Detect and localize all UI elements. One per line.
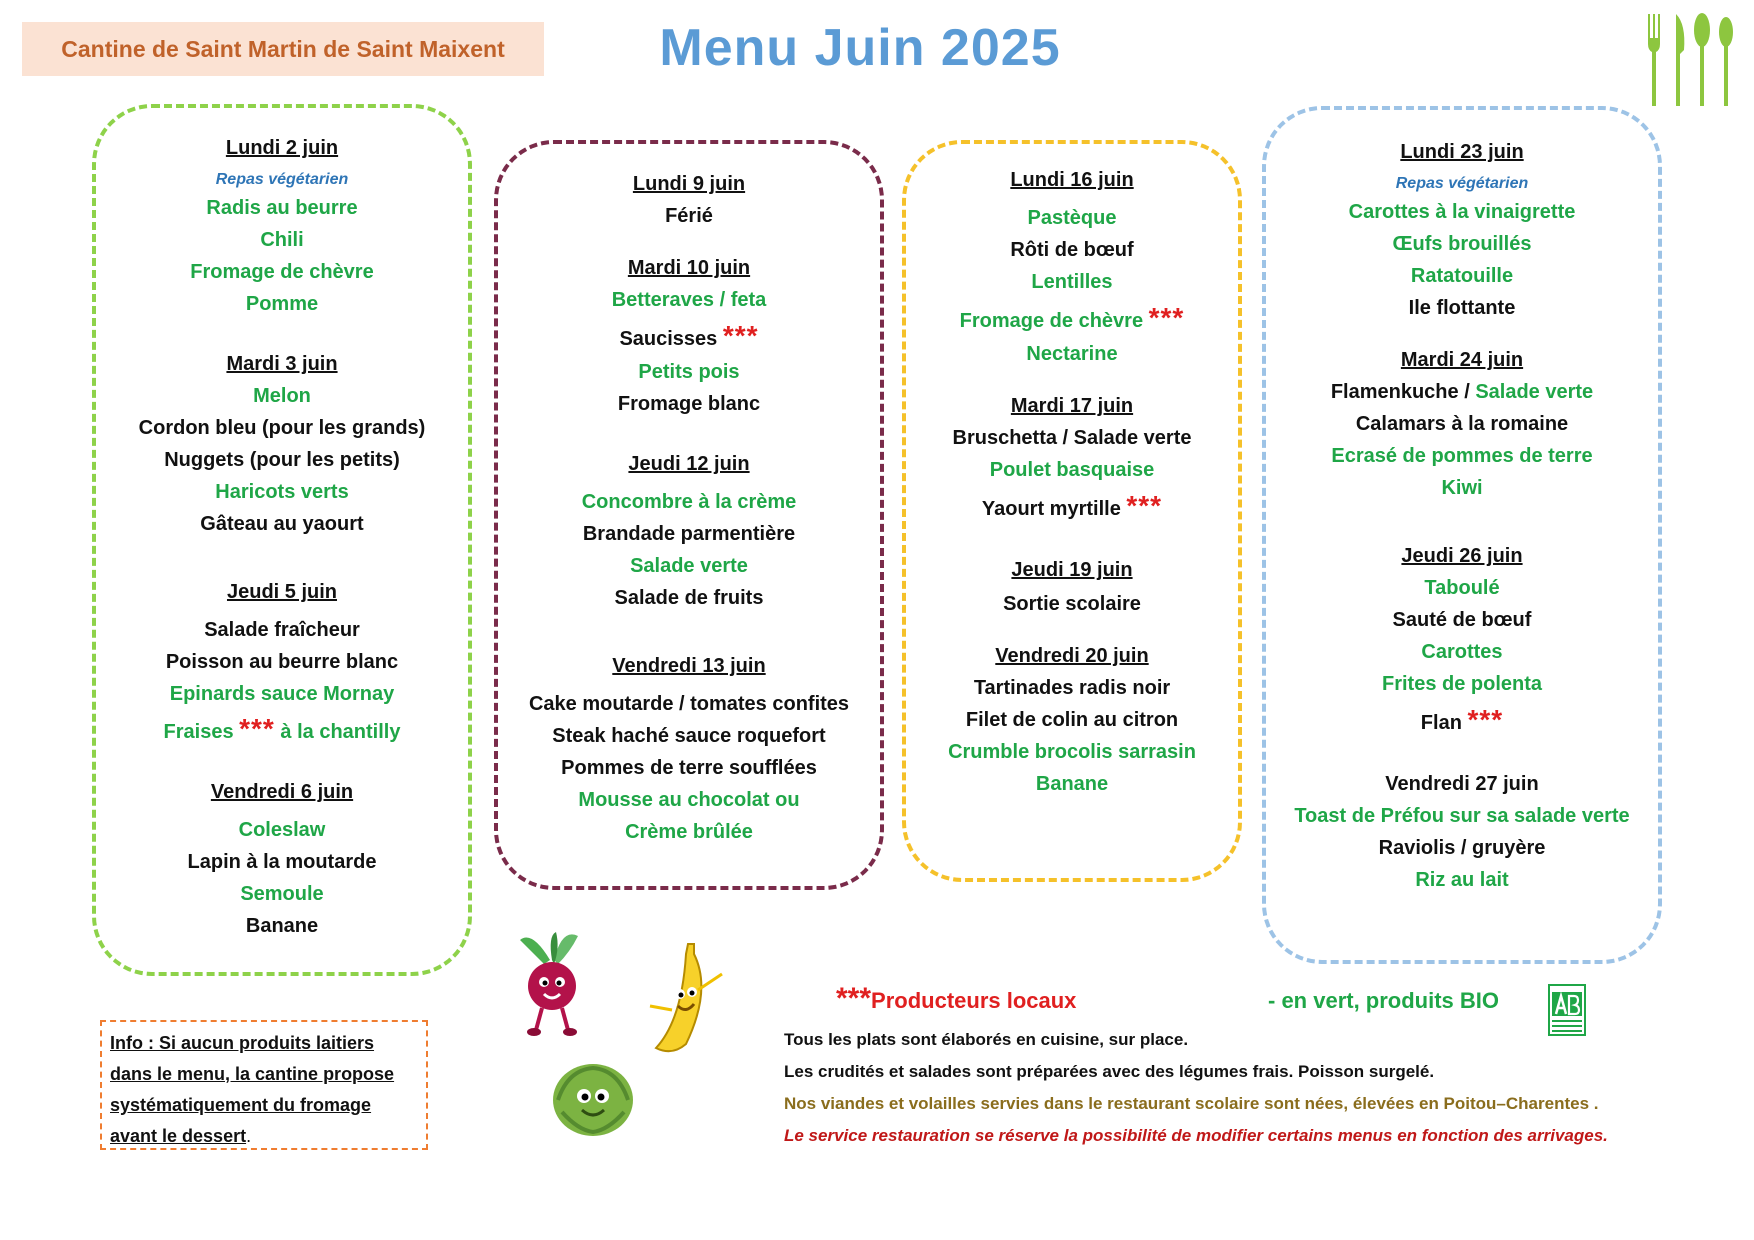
menu-item: Sortie scolaire bbox=[1003, 593, 1141, 615]
local-producer-marker: *** bbox=[1467, 704, 1504, 735]
menu-item: Banane bbox=[1035, 773, 1109, 795]
day-heading-plain: Vendredi 27 juin bbox=[1385, 773, 1539, 795]
page-title: Menu Juin 2025 bbox=[659, 19, 1061, 77]
banana-mascot-icon bbox=[642, 940, 732, 1060]
local-producer-marker: *** bbox=[239, 713, 275, 744]
day-heading: Lundi 9 juin bbox=[632, 173, 746, 195]
menu-item-part: Flamenkuche / bbox=[1330, 381, 1470, 403]
menu-item: Crumble brocolis sarrasin bbox=[948, 741, 1196, 763]
menu-item: Œufs brouillés bbox=[1392, 233, 1532, 255]
menu-item-part: Fromage de chèvre bbox=[959, 310, 1144, 332]
day-heading: Mardi 24 juin bbox=[1400, 349, 1524, 371]
menu-item: Brandade parmentière bbox=[582, 523, 796, 545]
menu-item: Nuggets (pour les petits) bbox=[164, 449, 400, 471]
menu-item: Steak haché sauce roquefort bbox=[552, 725, 826, 747]
info-line: Info : Si aucun produits laitiers bbox=[110, 1033, 375, 1053]
menu-item: Salade de fruits bbox=[614, 587, 764, 609]
day-heading: Mardi 10 juin bbox=[627, 257, 751, 279]
local-producer-marker: *** bbox=[1148, 302, 1185, 333]
day-heading: Lundi 23 juin bbox=[1400, 141, 1524, 163]
day-heading: Lundi 2 juin bbox=[225, 137, 339, 159]
menu-item: Salade verte bbox=[630, 555, 748, 577]
menu-item: Ile flottante bbox=[1408, 297, 1516, 319]
menu-item-part: Fraises bbox=[163, 721, 234, 743]
menu-item: Riz au lait bbox=[1415, 869, 1509, 891]
menu-item: Coleslaw bbox=[238, 819, 326, 841]
note-line: Le service restauration se réserve la possibilité de modifier certains menus en fonction des arrivages. bbox=[784, 1126, 1608, 1145]
menu-item: Poisson au beurre blanc bbox=[165, 651, 399, 673]
menu-item: Taboulé bbox=[1424, 577, 1500, 599]
day-heading: Jeudi 5 juin bbox=[226, 581, 338, 603]
note-line: Nos viandes et volailles servies dans le restaurant scolaire sont nées, élevées en Poitou–Charentes . bbox=[784, 1094, 1599, 1113]
local-producer-marker: *** bbox=[836, 982, 872, 1015]
menu-item: Pomme bbox=[245, 293, 319, 315]
menu-item: Férié bbox=[665, 205, 713, 227]
note-line: Tous les plats sont élaborés en cuisine, sur place. bbox=[784, 1030, 1189, 1049]
menu-item-part: Saucisses bbox=[619, 328, 718, 350]
info-line-end: . bbox=[246, 1126, 252, 1146]
menu-item: Tartinades radis noir bbox=[973, 677, 1171, 699]
menu-item: Frites de polenta bbox=[1381, 673, 1543, 695]
menu-item: Cordon bleu (pour les grands) bbox=[138, 417, 426, 439]
menu-item: Pastèque bbox=[1027, 207, 1117, 229]
menu-item: Epinards sauce Mornay bbox=[169, 683, 395, 705]
note-line: Les crudités et salades sont préparées avec des légumes frais. Poisson surgelé. bbox=[784, 1062, 1435, 1081]
menu-item: Melon bbox=[253, 385, 311, 407]
local-producer-marker: *** bbox=[1126, 490, 1163, 521]
menu-item bbox=[1266, 700, 1658, 740]
day-heading: Jeudi 19 juin bbox=[1011, 559, 1133, 581]
week-4-panel bbox=[1262, 106, 1662, 964]
menu-item bbox=[1266, 376, 1658, 408]
menu-item: Lentilles bbox=[1031, 271, 1113, 293]
legend-local-label: Producteurs locaux bbox=[871, 988, 1077, 1013]
menu-item: Haricots verts bbox=[215, 481, 349, 503]
menu-item: Pommes de terre soufflées bbox=[561, 757, 817, 779]
menu-item bbox=[498, 316, 880, 356]
lettuce-mascot-icon bbox=[548, 1060, 638, 1140]
info-line: dans le menu, la cantine propose bbox=[110, 1064, 395, 1084]
menu-item: Cake moutarde / tomates confites bbox=[528, 693, 850, 715]
info-box bbox=[100, 1020, 428, 1150]
menu-item: Betteraves / feta bbox=[611, 289, 767, 311]
menu-item: Mousse au chocolat ou bbox=[578, 789, 800, 811]
info-line: systématiquement du fromage bbox=[110, 1095, 372, 1115]
menu-item: Carottes à la vinaigrette bbox=[1348, 201, 1576, 223]
menu-item: Chili bbox=[260, 229, 304, 251]
day-heading: Vendredi 13 juin bbox=[612, 655, 766, 677]
menu-item: Gâteau au yaourt bbox=[200, 513, 364, 535]
menu-item: Calamars à la romaine bbox=[1355, 413, 1569, 435]
menu-item: Concombre à la crème bbox=[581, 491, 797, 513]
menu-item-part: Flan bbox=[1420, 712, 1462, 734]
vegetarian-note: Repas végétarien bbox=[215, 171, 349, 188]
menu-item: Radis au beurre bbox=[206, 197, 358, 219]
week-3-panel bbox=[902, 140, 1242, 882]
cutlery-icon bbox=[1640, 10, 1740, 110]
menu-item: Banane bbox=[245, 915, 319, 937]
menu-item: Ecrasé de pommes de terre bbox=[1331, 445, 1593, 467]
menu-item: Poulet basquaise bbox=[989, 459, 1155, 481]
menu-item bbox=[906, 298, 1238, 338]
menu-item: Semoule bbox=[240, 883, 324, 905]
menu-item: Toast de Préfou sur sa salade verte bbox=[1294, 805, 1630, 827]
legend-bio: - en vert, produits BIO bbox=[1268, 988, 1500, 1013]
menu-item: Bruschetta / Salade verte bbox=[952, 427, 1192, 449]
legend-local-producers bbox=[836, 982, 1076, 1016]
week-1-panel bbox=[92, 104, 472, 976]
menu-item: Filet de colin au citron bbox=[965, 709, 1179, 731]
menu-item: Nectarine bbox=[1026, 343, 1118, 365]
menu-item-part: à la chantilly bbox=[280, 721, 401, 743]
menu-item: Crème brûlée bbox=[625, 821, 753, 843]
day-heading: Mardi 17 juin bbox=[1010, 395, 1134, 417]
day-heading: Mardi 3 juin bbox=[226, 353, 338, 375]
local-producer-marker: *** bbox=[722, 320, 759, 351]
beet-mascot-icon bbox=[512, 930, 592, 1040]
menu-item: Rôti de bœuf bbox=[1010, 239, 1134, 261]
menu-item-part: Salade verte bbox=[1475, 381, 1594, 403]
menu-item: Ratatouille bbox=[1410, 265, 1514, 287]
menu-item: Carottes bbox=[1421, 641, 1503, 663]
menu-item: Fromage blanc bbox=[617, 393, 761, 415]
organic-ab-logo-icon bbox=[1548, 984, 1586, 1036]
week-2-panel bbox=[494, 140, 884, 890]
day-heading: Vendredi 20 juin bbox=[995, 645, 1149, 667]
day-heading: Lundi 16 juin bbox=[1010, 169, 1134, 191]
menu-item: Fromage de chèvre bbox=[190, 261, 374, 283]
day-heading: Vendredi 6 juin bbox=[210, 781, 354, 803]
menu-item: Sauté de bœuf bbox=[1392, 609, 1532, 631]
menu-item: Salade fraîcheur bbox=[204, 619, 360, 641]
menu-item: Kiwi bbox=[1441, 477, 1483, 499]
school-name: Cantine de Saint Martin de Saint Maixent bbox=[22, 22, 544, 76]
day-heading: Jeudi 26 juin bbox=[1401, 545, 1523, 567]
menu-item: Lapin à la moutarde bbox=[187, 851, 377, 873]
menu-item bbox=[96, 710, 468, 748]
menu-item bbox=[906, 486, 1238, 526]
day-heading: Jeudi 12 juin bbox=[628, 453, 750, 475]
menu-item: Raviolis / gruyère bbox=[1378, 837, 1546, 859]
info-line: avant le dessert bbox=[110, 1126, 247, 1146]
vegetarian-note: Repas végétarien bbox=[1395, 175, 1529, 192]
menu-item: Petits pois bbox=[638, 361, 740, 383]
menu-item-part: Yaourt myrtille bbox=[981, 498, 1121, 520]
